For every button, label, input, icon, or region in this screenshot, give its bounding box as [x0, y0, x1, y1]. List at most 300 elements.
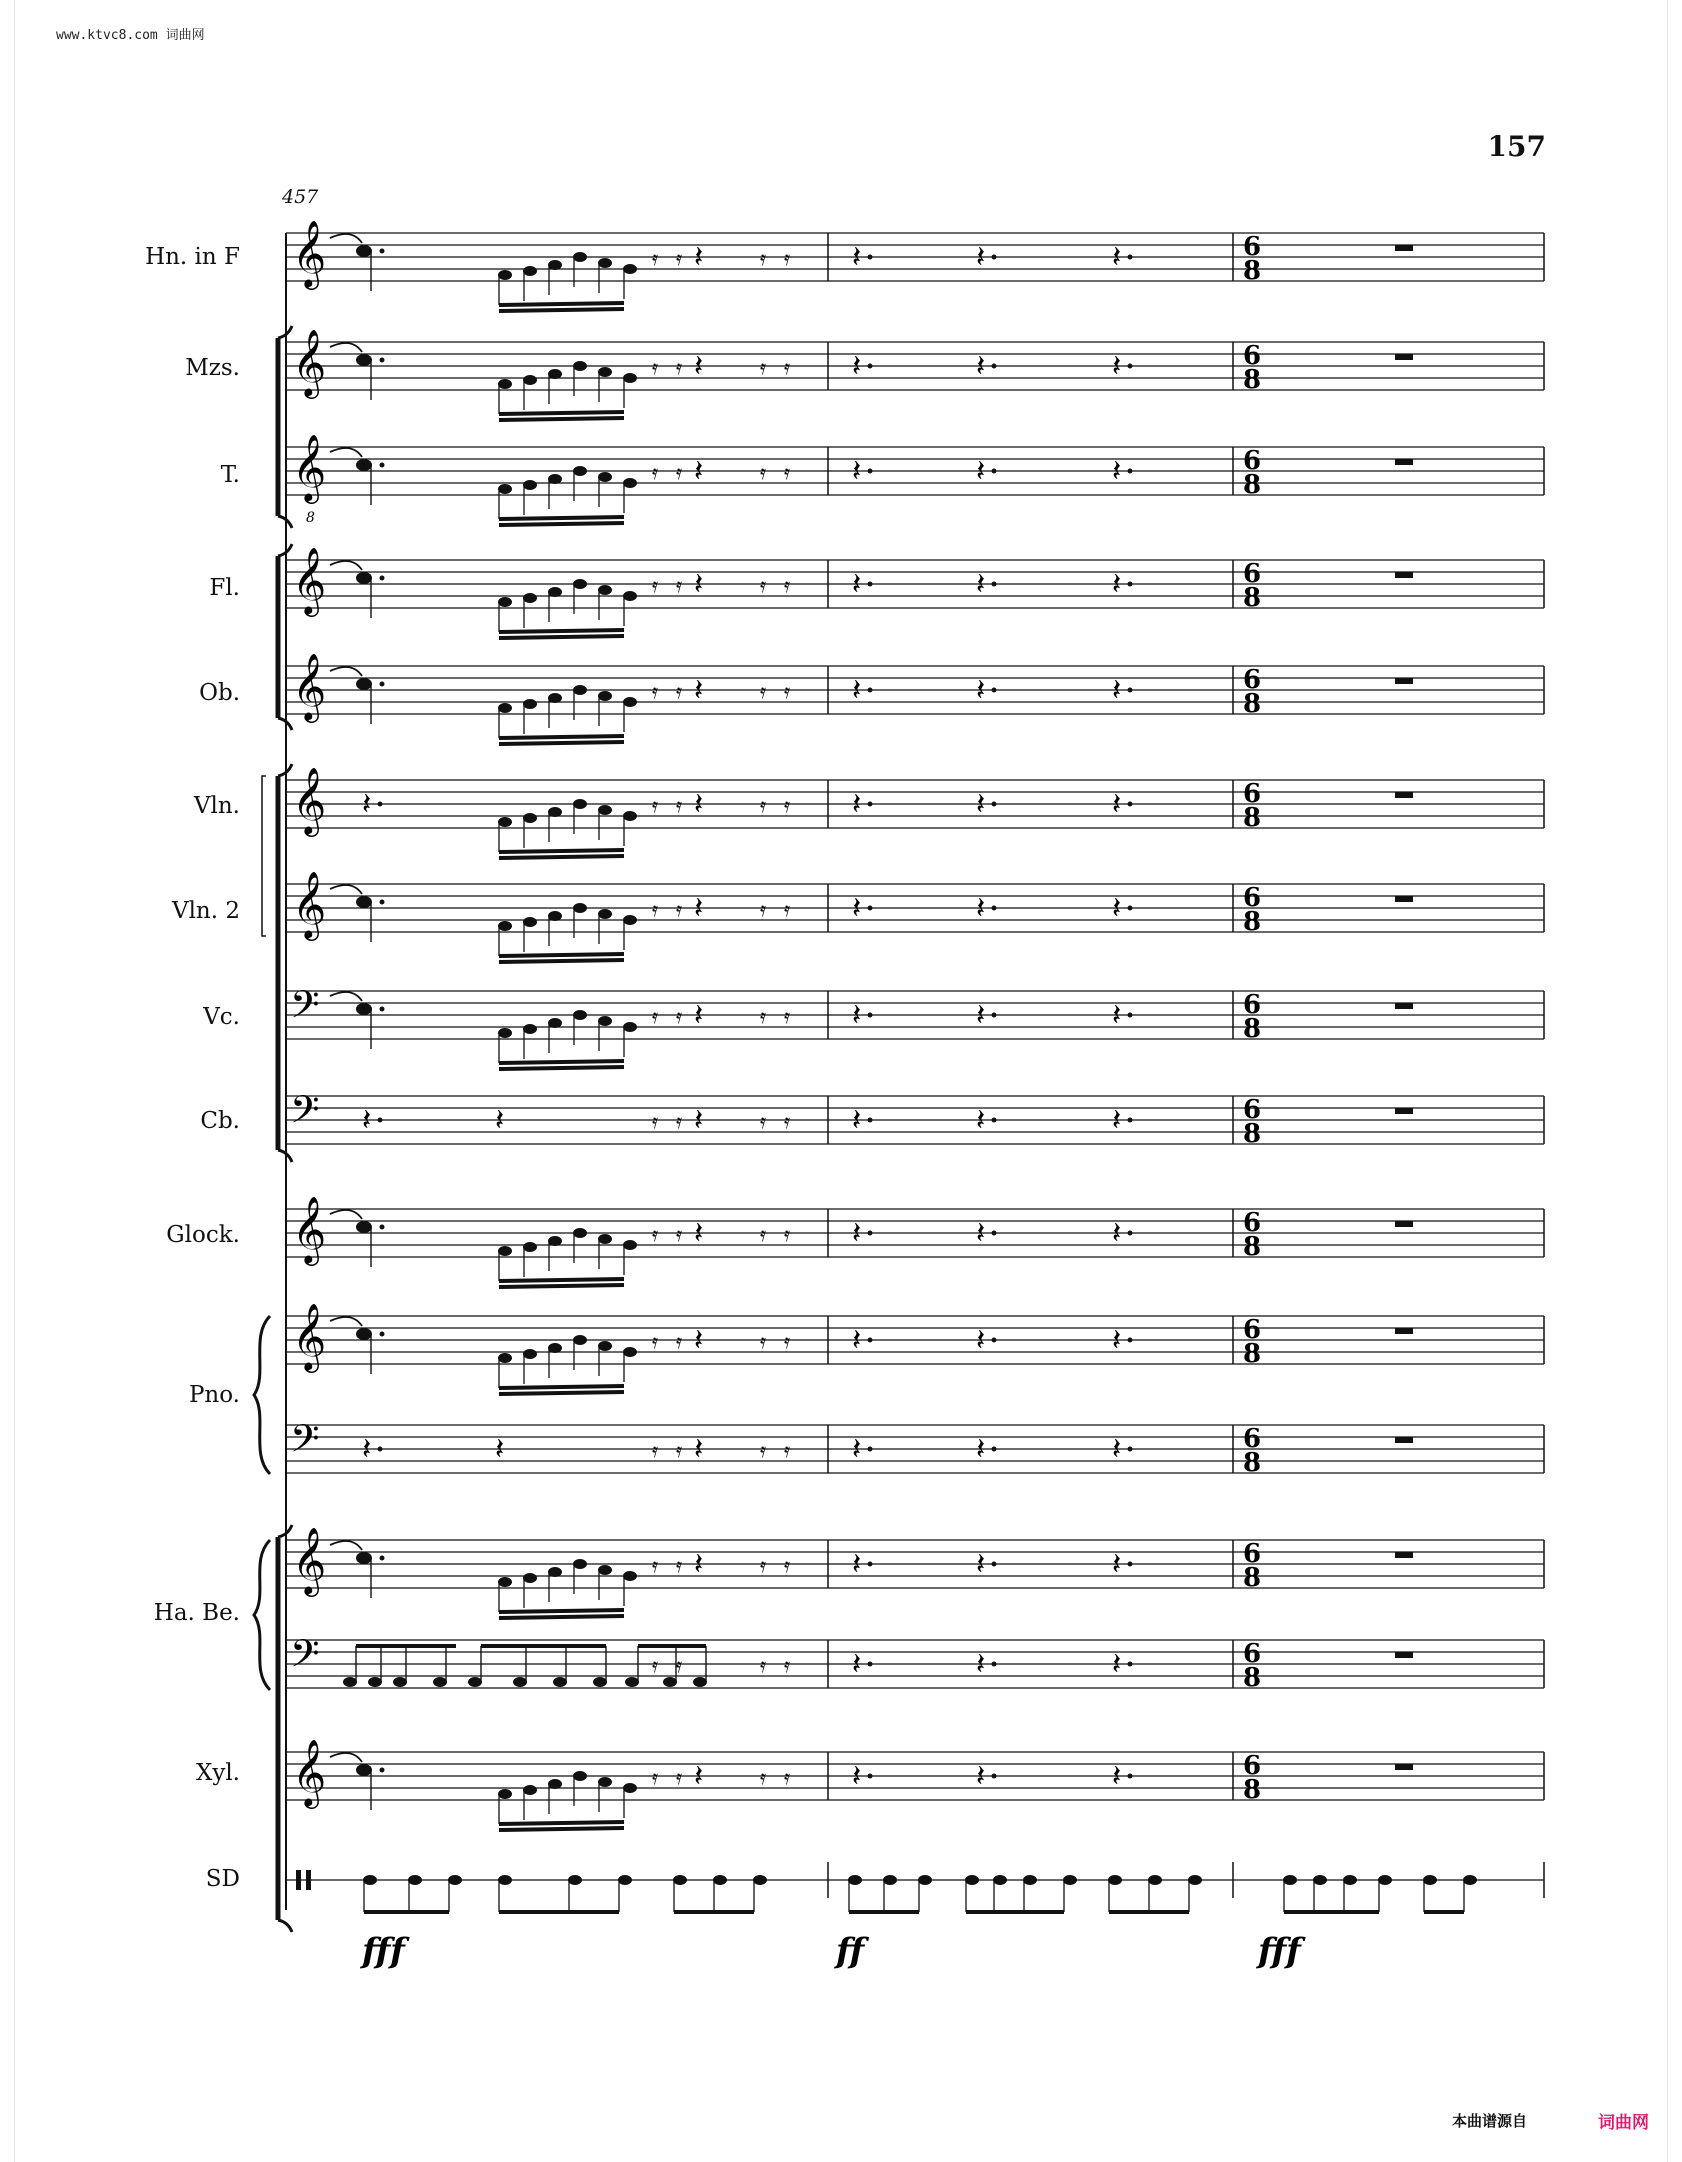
- instrument-label-flute: Fl.: [209, 575, 240, 601]
- tie: [330, 448, 362, 457]
- sixteenth-note-head: [498, 1246, 512, 1256]
- quarter-rest: 𝄽: [694, 998, 704, 1033]
- sixteenth-rest: 𝄿: [760, 1222, 767, 1246]
- whole-rest: [1395, 1552, 1413, 1558]
- rest-dot: [868, 1774, 873, 1779]
- snare-note-head: [883, 1875, 897, 1885]
- beam: [499, 517, 624, 519]
- note-dot: [380, 463, 385, 468]
- sixteenth-note-head: [523, 1573, 537, 1583]
- sixteenth-note-head: [623, 697, 637, 707]
- tie: [330, 1210, 362, 1219]
- beam: [499, 1616, 624, 1618]
- instrument-label-oboe: Ob.: [199, 680, 240, 706]
- sixteenth-note-head: [598, 472, 612, 482]
- rest-dot: [868, 1447, 873, 1452]
- beam: [499, 630, 624, 632]
- snare-note-head: [1423, 1875, 1437, 1885]
- sixteenth-rest: 𝄿: [676, 1222, 683, 1246]
- treble-clef: 𝄞: [292, 328, 327, 396]
- sixteenth-rest: 𝄿: [676, 460, 683, 484]
- measure-number: 457: [282, 186, 319, 208]
- sixteenth-note-head: [573, 579, 587, 589]
- sixteenth-rest: 𝄿: [676, 897, 683, 921]
- rest-dot: [868, 469, 873, 474]
- whole-rest: [1395, 572, 1413, 578]
- sixteenth-note-head: [573, 252, 587, 262]
- sixteenth-note-head: [623, 1347, 637, 1357]
- sixteenth-rest: 𝄿: [652, 573, 659, 597]
- sixteenth-note-head: [523, 917, 537, 927]
- sixteenth-note-head: [498, 1789, 512, 1799]
- sixteenth-note-head: [623, 373, 637, 383]
- note-dot: [380, 1225, 385, 1230]
- rest-dot: [1128, 364, 1133, 369]
- beam: [499, 954, 624, 956]
- rest-dot: [992, 364, 997, 369]
- sixteenth-rest: 𝄿: [760, 1004, 767, 1028]
- note-head: [356, 1764, 372, 1776]
- snare-note-head: [408, 1875, 422, 1885]
- sixteenth-note-head: [548, 1018, 562, 1028]
- sixteenth-note-head: [548, 1567, 562, 1577]
- sixteenth-note-head: [548, 369, 562, 379]
- rest-dot: [1128, 1662, 1133, 1667]
- note-head: [368, 1677, 382, 1687]
- rest-dot: [868, 802, 873, 807]
- rest-dot: [868, 1231, 873, 1236]
- whole-rest: [1395, 1437, 1413, 1443]
- rest-dot: [1128, 469, 1133, 474]
- sixteenth-note-head: [598, 367, 612, 377]
- sixteenth-rest: 𝄿: [760, 897, 767, 921]
- sixteenth-rest: 𝄿: [652, 793, 659, 817]
- sixteenth-rest: 𝄿: [760, 1553, 767, 1577]
- beam: [499, 1610, 624, 1612]
- rest-dot: [1128, 1118, 1133, 1123]
- time-signature-numerator: 6: [1242, 1315, 1262, 1345]
- sixteenth-note-head: [548, 807, 562, 817]
- treble-clef: 𝄞: [292, 1195, 327, 1263]
- quarter-rest: 𝄽: [694, 349, 704, 384]
- treble-clef: 𝄞: [292, 1738, 327, 1806]
- snare-note-head: [753, 1875, 767, 1885]
- quarter-rest: 𝄽: [694, 673, 704, 708]
- sixteenth-rest: 𝄿: [760, 1653, 767, 1677]
- octave-marker: 8: [306, 510, 315, 526]
- percussion-bracket-hook-bottom: [278, 1920, 292, 1932]
- sixteenth-note-head: [623, 915, 637, 925]
- quarter-rest: 𝄽: [976, 454, 986, 489]
- snare-note-head: [1108, 1875, 1122, 1885]
- rest-dot: [868, 255, 873, 260]
- quarter-rest: 𝄽: [976, 567, 986, 602]
- time-signature-denominator: 8: [1242, 689, 1262, 719]
- sixteenth-note-head: [598, 1565, 612, 1575]
- sixteenth-note-head: [548, 911, 562, 921]
- sixteenth-note-head: [573, 1559, 587, 1569]
- time-signature-numerator: 6: [1242, 883, 1262, 913]
- beam: [499, 523, 624, 525]
- quarter-rest: 𝄽: [1112, 1647, 1122, 1682]
- quarter-rest: 𝄽: [1112, 998, 1122, 1033]
- sixteenth-note-head: [623, 1783, 637, 1793]
- snare-note-head: [1283, 1875, 1297, 1885]
- quarter-rest: 𝄽: [852, 1547, 862, 1582]
- whole-rest: [1395, 1764, 1413, 1770]
- note-dot: [380, 1332, 385, 1337]
- note-dot: [380, 576, 385, 581]
- quarter-rest: 𝄽: [362, 1103, 372, 1138]
- note-head: [356, 678, 372, 690]
- sixteenth-rest: 𝄿: [784, 460, 791, 484]
- beam: [499, 736, 624, 738]
- quarter-rest: 𝄽: [1112, 673, 1122, 708]
- whole-rest: [1395, 678, 1413, 684]
- footer-logo: 词曲网: [1598, 2113, 1649, 2133]
- snare-note-head: [448, 1875, 462, 1885]
- note-head: [356, 354, 372, 366]
- snare-note-head: [1378, 1875, 1392, 1885]
- sixteenth-note-head: [623, 264, 637, 274]
- note-head: [593, 1677, 607, 1687]
- quarter-rest: 𝄽: [852, 1647, 862, 1682]
- tie: [330, 234, 362, 243]
- quarter-rest: 𝄽: [976, 1323, 986, 1358]
- sixteenth-rest: 𝄿: [784, 1004, 791, 1028]
- beam: [499, 850, 624, 852]
- footer-credit: 本曲谱源自: [1452, 2112, 1528, 2130]
- rest-dot: [868, 688, 873, 693]
- quarter-rest: 𝄽: [495, 1432, 505, 1467]
- quarter-rest: 𝄽: [976, 240, 986, 275]
- dynamic-marking: ff: [836, 1931, 865, 1971]
- sixteenth-note-head: [573, 1335, 587, 1345]
- sixteenth-rest: 𝄿: [652, 1553, 659, 1577]
- tie: [330, 561, 362, 570]
- quarter-rest: 𝄽: [1112, 1323, 1122, 1358]
- sixteenth-rest: 𝄿: [784, 573, 791, 597]
- sixteenth-note-head: [523, 1024, 537, 1034]
- sixteenth-note-head: [598, 691, 612, 701]
- sixteenth-rest: 𝄿: [676, 679, 683, 703]
- sixteenth-note-head: [573, 799, 587, 809]
- sixteenth-note-head: [523, 699, 537, 709]
- note-dot: [380, 682, 385, 687]
- rest-dot: [992, 582, 997, 587]
- tie: [330, 992, 362, 1001]
- quarter-rest: 𝄽: [852, 787, 862, 822]
- beam: [499, 1061, 624, 1063]
- quarter-rest: 𝄽: [852, 891, 862, 926]
- beam: [499, 1285, 624, 1287]
- sixteenth-rest: 𝄿: [784, 1109, 791, 1133]
- sixteenth-rest: 𝄿: [784, 1329, 791, 1353]
- note-head: [356, 572, 372, 584]
- sixteenth-rest: 𝄿: [652, 1109, 659, 1133]
- sixteenth-rest: 𝄿: [760, 573, 767, 597]
- whole-rest: [1395, 245, 1413, 251]
- beam: [499, 1386, 624, 1388]
- sixteenth-rest: 𝄿: [676, 1109, 683, 1133]
- note-head: [663, 1677, 677, 1687]
- sixteenth-rest: 𝄿: [652, 1438, 659, 1462]
- sixteenth-note-head: [548, 1236, 562, 1246]
- sixteenth-rest: 𝄿: [784, 897, 791, 921]
- tie: [330, 1317, 362, 1326]
- quarter-rest: 𝄽: [362, 787, 372, 822]
- whole-rest: [1395, 792, 1413, 798]
- beam: [499, 1067, 624, 1069]
- rest-dot: [992, 688, 997, 693]
- quarter-rest: 𝄽: [976, 1216, 986, 1251]
- sixteenth-rest: 𝄿: [652, 355, 659, 379]
- beam: [499, 1822, 624, 1824]
- sixteenth-note-head: [623, 591, 637, 601]
- sixteenth-rest: 𝄿: [784, 1653, 791, 1677]
- sixteenth-note-head: [623, 1022, 637, 1032]
- quarter-rest: 𝄽: [1112, 891, 1122, 926]
- beam: [499, 856, 624, 858]
- quarter-rest: 𝄽: [1112, 454, 1122, 489]
- snare-note-head: [918, 1875, 932, 1885]
- quarter-rest: 𝄽: [976, 1103, 986, 1138]
- page-number: 157: [1487, 130, 1546, 163]
- sixteenth-rest: 𝄿: [784, 1765, 791, 1789]
- snare-note-head: [498, 1875, 512, 1885]
- sixteenth-note-head: [498, 817, 512, 827]
- sixteenth-rest: 𝄿: [784, 246, 791, 270]
- sixteenth-rest: 𝄿: [676, 246, 683, 270]
- sixteenth-rest: 𝄿: [652, 1329, 659, 1353]
- beam: [499, 412, 624, 414]
- sixteenth-rest: 𝄿: [760, 355, 767, 379]
- rest-dot: [992, 906, 997, 911]
- whole-rest: [1395, 459, 1413, 465]
- rest-dot: [992, 1662, 997, 1667]
- snare-note-head: [1063, 1875, 1077, 1885]
- whole-rest: [1395, 1003, 1413, 1009]
- quarter-rest: 𝄽: [852, 240, 862, 275]
- sixteenth-rest: 𝄿: [760, 1438, 767, 1462]
- sixteenth-rest: 𝄿: [676, 1553, 683, 1577]
- sixteenth-rest: 𝄿: [676, 355, 683, 379]
- quarter-rest: 𝄽: [1112, 1759, 1122, 1794]
- time-signature-denominator: 8: [1242, 907, 1262, 937]
- snare-note-head: [363, 1875, 377, 1885]
- instrument-label-contrabass: Cb.: [200, 1108, 240, 1134]
- note-dot: [380, 1007, 385, 1012]
- note-head: [356, 245, 372, 257]
- time-signature-denominator: 8: [1242, 1448, 1262, 1478]
- snare-note-head: [1188, 1875, 1202, 1885]
- rest-dot: [868, 1662, 873, 1667]
- sixteenth-note-head: [523, 593, 537, 603]
- sixteenth-note-head: [548, 474, 562, 484]
- note-dot: [380, 1768, 385, 1773]
- treble-clef: 𝄞: [292, 433, 327, 501]
- time-signature-numerator: 6: [1242, 1208, 1262, 1238]
- rest-dot: [378, 1118, 383, 1123]
- note-head: [468, 1677, 482, 1687]
- quarter-rest: 𝄽: [852, 998, 862, 1033]
- beam: [499, 1392, 624, 1394]
- sixteenth-rest: 𝄿: [784, 1553, 791, 1577]
- time-signature-denominator: 8: [1242, 803, 1262, 833]
- sixteenth-note-head: [573, 361, 587, 371]
- sixteenth-rest: 𝄿: [676, 1438, 683, 1462]
- time-signature-denominator: 8: [1242, 1339, 1262, 1369]
- sixteenth-note-head: [623, 1571, 637, 1581]
- sixteenth-rest: 𝄿: [652, 460, 659, 484]
- sixteenth-rest: 𝄿: [760, 246, 767, 270]
- quarter-rest: 𝄽: [852, 1323, 862, 1358]
- quarter-rest: 𝄽: [852, 1103, 862, 1138]
- sixteenth-rest: 𝄿: [652, 1653, 659, 1677]
- whole-rest: [1395, 1221, 1413, 1227]
- time-signature-denominator: 8: [1242, 583, 1262, 613]
- beam: [499, 960, 624, 962]
- bass-clef: 𝄢: [290, 1416, 320, 1470]
- sixteenth-note-head: [573, 466, 587, 476]
- quarter-rest: 𝄽: [1112, 240, 1122, 275]
- quarter-rest: 𝄽: [694, 1547, 704, 1582]
- tie: [330, 885, 362, 894]
- note-head: [356, 459, 372, 471]
- sixteenth-rest: 𝄿: [676, 573, 683, 597]
- whole-rest: [1395, 1652, 1413, 1658]
- sixteenth-rest: 𝄿: [760, 1329, 767, 1353]
- rest-dot: [992, 469, 997, 474]
- sixteenth-note-head: [548, 1343, 562, 1353]
- sixteenth-rest: 𝄿: [652, 1765, 659, 1789]
- instrument-label-violin1: Vln.: [193, 793, 240, 819]
- beam: [499, 1828, 624, 1830]
- quarter-rest: 𝄽: [694, 240, 704, 275]
- snare-note-head: [1313, 1875, 1327, 1885]
- snare-note-head: [713, 1875, 727, 1885]
- sixteenth-rest: 𝄿: [784, 1438, 791, 1462]
- sixteenth-note-head: [623, 1240, 637, 1250]
- rest-dot: [868, 906, 873, 911]
- quarter-rest: 𝄽: [495, 1103, 505, 1138]
- time-signature-numerator: 6: [1242, 779, 1262, 809]
- quarter-rest: 𝄽: [852, 673, 862, 708]
- quarter-rest: 𝄽: [694, 1103, 704, 1138]
- time-signature-denominator: 8: [1242, 1014, 1262, 1044]
- sixteenth-rest: 𝄿: [760, 460, 767, 484]
- sixteenth-rest: 𝄿: [784, 679, 791, 703]
- time-signature-denominator: 8: [1242, 1232, 1262, 1262]
- quarter-rest: 𝄽: [852, 1216, 862, 1251]
- rest-dot: [868, 1338, 873, 1343]
- sixteenth-rest: 𝄿: [652, 679, 659, 703]
- treble-clef: 𝄞: [292, 1302, 327, 1370]
- time-signature-numerator: 6: [1242, 341, 1262, 371]
- rest-dot: [868, 364, 873, 369]
- rest-dot: [1128, 688, 1133, 693]
- sixteenth-note-head: [498, 703, 512, 713]
- rest-dot: [868, 1013, 873, 1018]
- sixteenth-rest: 𝄿: [784, 355, 791, 379]
- snare-note-head: [993, 1875, 1007, 1885]
- treble-clef: 𝄞: [292, 219, 327, 287]
- sixteenth-note-head: [623, 811, 637, 821]
- whole-rest: [1395, 354, 1413, 360]
- whole-rest: [1395, 896, 1413, 902]
- quarter-rest: 𝄽: [976, 1432, 986, 1467]
- sixteenth-note-head: [598, 1234, 612, 1244]
- sixteenth-note-head: [498, 484, 512, 494]
- note-head: [356, 1003, 372, 1015]
- snare-note-head: [568, 1875, 582, 1885]
- sixteenth-note-head: [598, 1777, 612, 1787]
- quarter-rest: 𝄽: [1112, 1547, 1122, 1582]
- sixteenth-rest: 𝄿: [676, 1765, 683, 1789]
- rest-dot: [1128, 1447, 1133, 1452]
- note-head: [513, 1677, 527, 1687]
- quarter-rest: 𝄽: [694, 1759, 704, 1794]
- treble-clef: 𝄞: [292, 870, 327, 938]
- note-head: [356, 1328, 372, 1340]
- time-signature-denominator: 8: [1242, 1775, 1262, 1805]
- rest-dot: [992, 1013, 997, 1018]
- instrument-label-harp-bells: Ha. Be.: [153, 1600, 240, 1626]
- sixteenth-rest: 𝄿: [652, 897, 659, 921]
- time-signature-denominator: 8: [1242, 470, 1262, 500]
- beam: [499, 636, 624, 638]
- note-head: [433, 1677, 447, 1687]
- snare-note-head: [618, 1875, 632, 1885]
- snare-note-head: [1343, 1875, 1357, 1885]
- snare-note-head: [673, 1875, 687, 1885]
- quarter-rest: 𝄽: [976, 1647, 986, 1682]
- quarter-rest: 𝄽: [852, 567, 862, 602]
- time-signature-numerator: 6: [1242, 1539, 1262, 1569]
- quarter-rest: 𝄽: [852, 1432, 862, 1467]
- sixteenth-rest: 𝄿: [676, 793, 683, 817]
- sixteenth-rest: 𝄿: [784, 793, 791, 817]
- quarter-rest: 𝄽: [976, 1759, 986, 1794]
- quarter-rest: 𝄽: [976, 787, 986, 822]
- sixteenth-note-head: [498, 921, 512, 931]
- beam: [499, 418, 624, 420]
- note-dot: [380, 900, 385, 905]
- treble-clef: 𝄞: [292, 652, 327, 720]
- quarter-rest: 𝄽: [694, 454, 704, 489]
- sixteenth-note-head: [523, 813, 537, 823]
- note-dot: [380, 358, 385, 363]
- time-signature-denominator: 8: [1242, 1663, 1262, 1693]
- bass-clef: 𝄢: [290, 1087, 320, 1141]
- sixteenth-note-head: [573, 685, 587, 695]
- sixteenth-note-head: [598, 1016, 612, 1026]
- sixteenth-note-head: [598, 585, 612, 595]
- snare-note-head: [1023, 1875, 1037, 1885]
- rest-dot: [992, 1562, 997, 1567]
- quarter-rest: 𝄽: [852, 1759, 862, 1794]
- rest-dot: [1128, 255, 1133, 260]
- time-signature-numerator: 6: [1242, 990, 1262, 1020]
- instrument-label-horn: Hn. in F: [145, 244, 240, 270]
- percussion-clef: [296, 1870, 301, 1890]
- rest-dot: [868, 582, 873, 587]
- rest-dot: [1128, 1562, 1133, 1567]
- time-signature-numerator: 6: [1242, 665, 1262, 695]
- rest-dot: [992, 802, 997, 807]
- rest-dot: [1128, 802, 1133, 807]
- time-signature-numerator: 6: [1242, 1751, 1262, 1781]
